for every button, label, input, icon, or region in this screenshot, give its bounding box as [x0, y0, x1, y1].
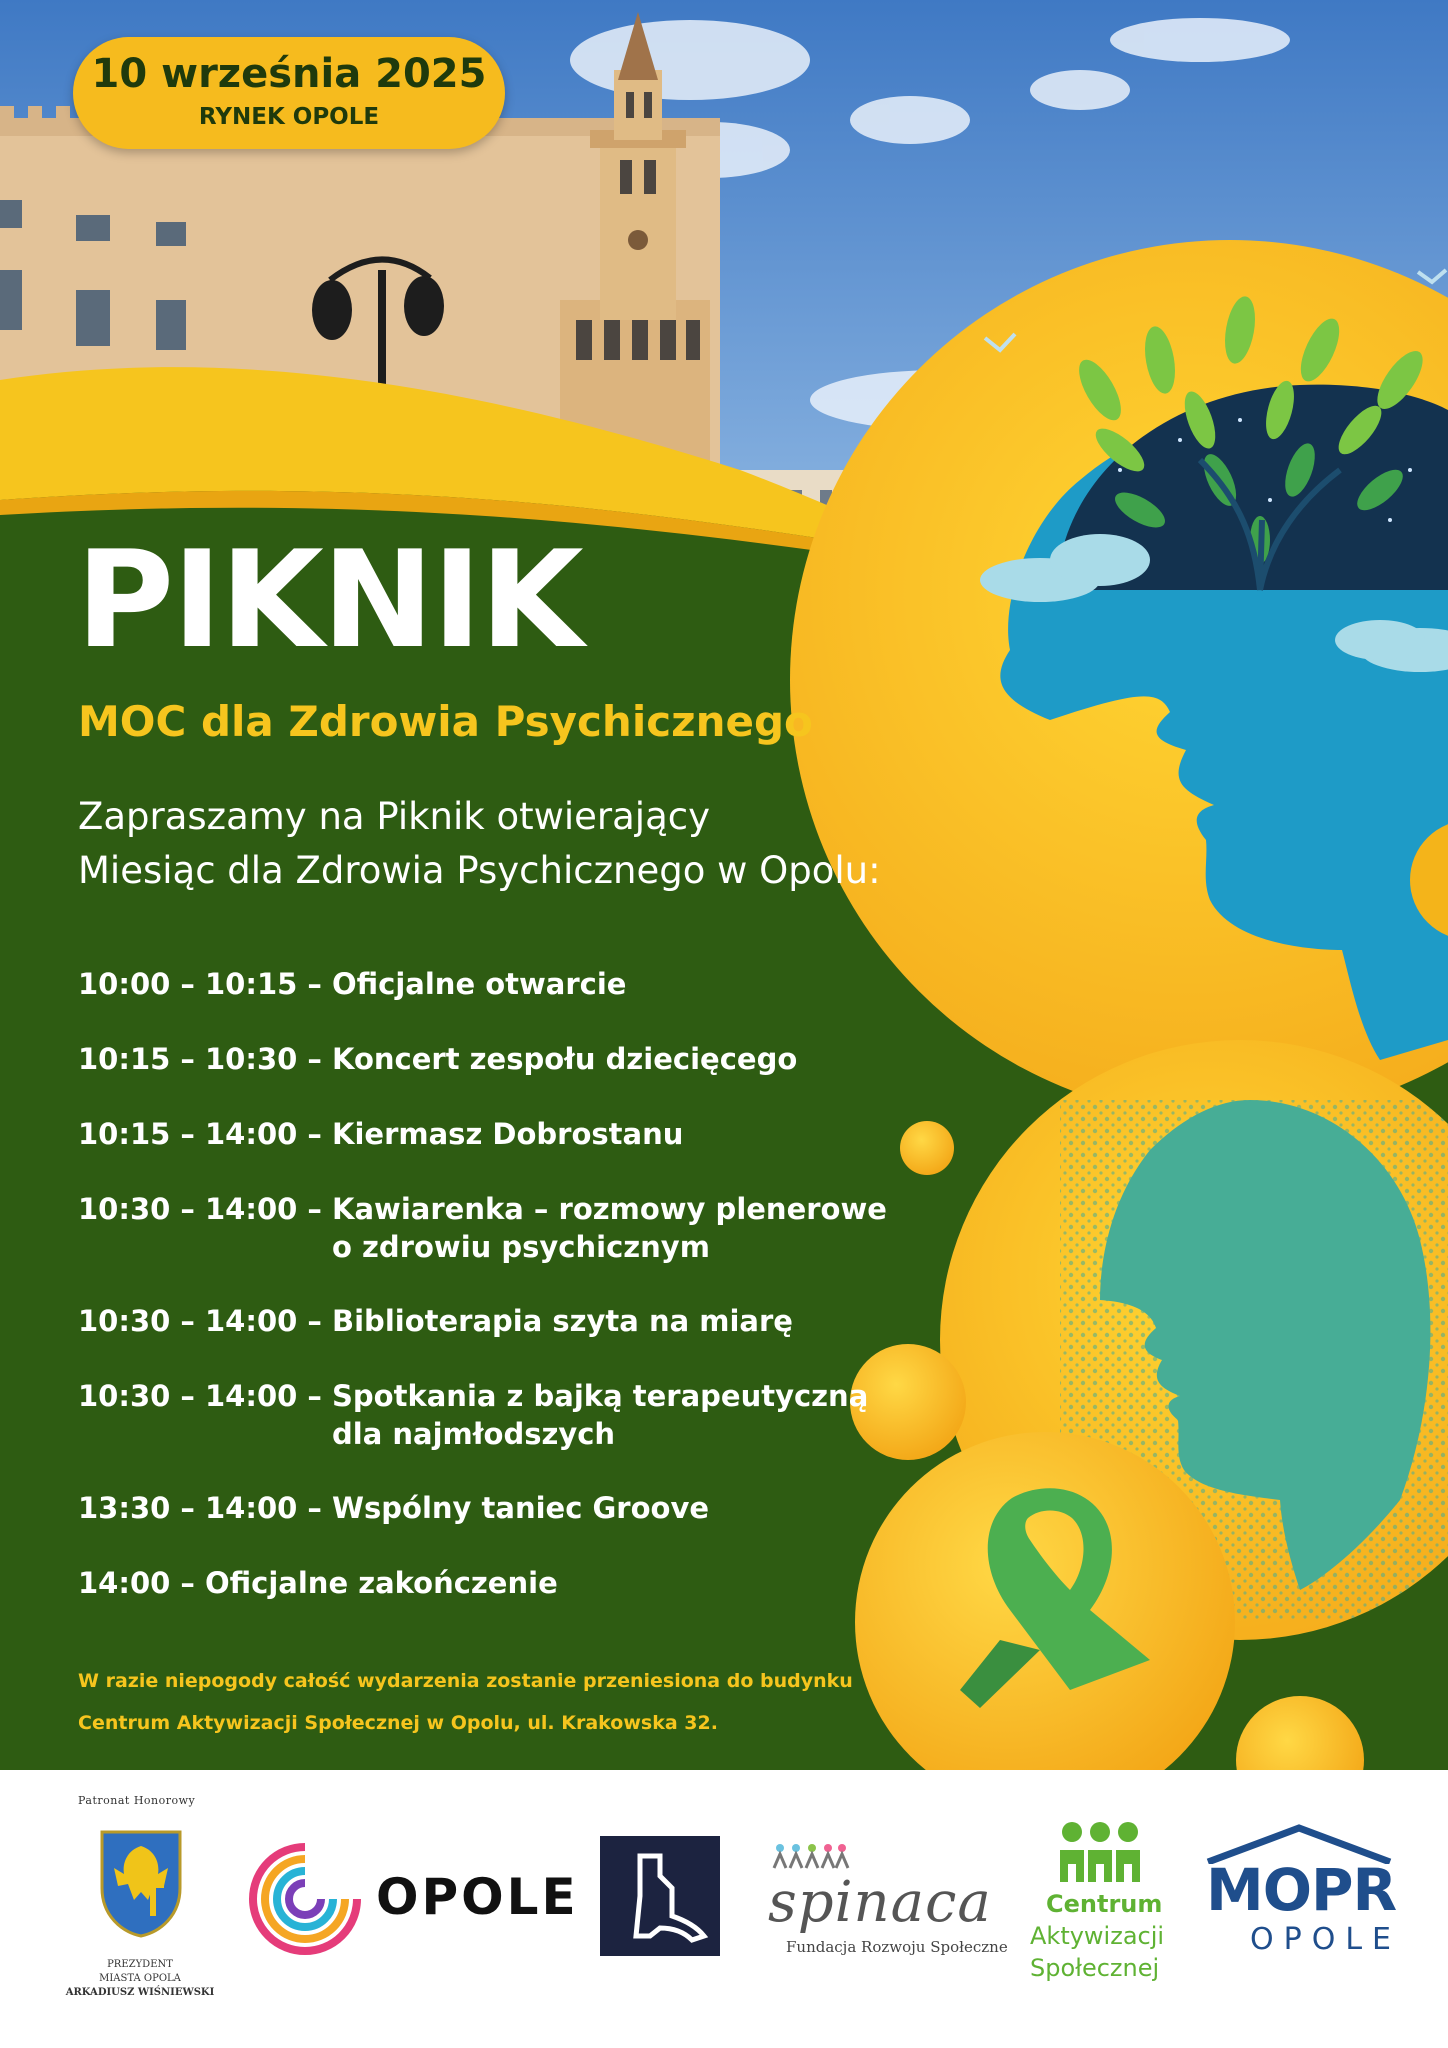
cas-line: Centrum [1046, 1890, 1163, 1918]
patronat-signature [40, 1958, 240, 2000]
schedule-time: 10:30 – 14:00 [78, 1304, 298, 1338]
schedule-time: 10:00 – 10:15 [78, 967, 298, 1001]
spinaca-subtitle: Fundacja Rozwoju Społeczne [786, 1938, 1008, 1956]
sponsor-footer [0, 1770, 1448, 2048]
note-line: W razie niepogody całość wydarzenia zostanie przeniesiona do budynku [78, 1670, 853, 1692]
schedule-label: Spotkania z bajką terapeutyczną [332, 1379, 869, 1413]
mopr-subtitle: OPOLE [1250, 1922, 1401, 1957]
schedule [78, 965, 898, 1602]
schedule-item: 10:15 – 10:30 – Koncert zespołu dziecięcego [78, 1042, 798, 1076]
schedule-time: 14:00 [78, 1566, 171, 1600]
schedule-label: dla najmłodszych [332, 1417, 616, 1451]
opole-logo-icon [246, 1840, 364, 1958]
schedule-time: 10:15 – 10:30 [78, 1042, 298, 1076]
schedule-label: Koncert zespołu dziecięcego [332, 1042, 798, 1076]
patronat-line: ARKADIUSZ WIŚNIEWSKI [65, 1987, 215, 1998]
schedule-item: 10:30 – 14:00 – Biblioterapia szyta na miarę [78, 1304, 793, 1338]
deco-circle [900, 1121, 954, 1175]
intro-line: Zapraszamy na Piknik otwierający [78, 795, 710, 838]
opole-logo-text: OPOLE [376, 1868, 579, 1926]
schedule-label: Kawiarenka – rozmowy plenerowe [332, 1192, 887, 1226]
schedule-time: 10:30 – 14:00 [78, 1192, 298, 1226]
schedule-label: Wspólny taniec Groove [332, 1491, 710, 1525]
schedule-item: 10:00 – 10:15 – Oficjalne otwarcie [78, 967, 627, 1001]
schedule-label: Biblioterapia szyta na miarę [332, 1304, 793, 1338]
note-line: Centrum Aktywizacji Społecznej w Opolu, ul. Krakowska 32. [78, 1712, 718, 1734]
date-badge [73, 37, 505, 149]
event-date: 10 września 2025 [91, 51, 487, 97]
schedule-label: Oficjalne zakończenie [205, 1566, 558, 1600]
schedule-label: o zdrowiu psychicznym [332, 1230, 710, 1264]
patronat-line: MIASTA OPOLA [99, 1973, 181, 1984]
spinaca-figures-icon [770, 1842, 850, 1872]
dark-square-logo-icon [600, 1836, 720, 1956]
mopr-logo-text: MOPR [1206, 1856, 1397, 1924]
intro-line: Miesiąc dla Zdrowia Psychicznego w Opolu: [78, 849, 881, 892]
patronat-label: Patronat Honorowy [78, 1794, 196, 1807]
cas-line: Aktywizacji [1030, 1922, 1165, 1950]
poster-subtitle: MOC dla Zdrowia Psychicznego [78, 697, 813, 746]
schedule-time: 10:30 – 14:00 [78, 1379, 298, 1413]
schedule-item: 10:30 – 14:00 – Kawiarenka – rozmowy plenerowe o zdrowiu psychicznym [78, 1192, 887, 1264]
poster-title: PIKNIK [76, 522, 582, 678]
event-place: RYNEK OPOLE [198, 104, 380, 130]
schedule-label-group [332, 1377, 868, 1453]
spinaca-logo-text: spinaca [768, 1870, 992, 1935]
schedule-item: 13:30 – 14:00 – Wspólny taniec Groove [78, 1491, 710, 1525]
schedule-time: 10:15 – 14:00 [78, 1117, 298, 1151]
cas-people-icon [1050, 1820, 1150, 1890]
schedule-item: 10:30 – 14:00 – Spotkania z bajką terapeutyczną dla najmłodszych [78, 1379, 869, 1451]
schedule-label-group [332, 1190, 887, 1266]
schedule-time: 13:30 – 14:00 [78, 1491, 298, 1525]
intro-text [78, 790, 881, 898]
schedule-label: Kiermasz Dobrostanu [332, 1117, 684, 1151]
schedule-item: 14:00 – Oficjalne zakończenie [78, 1566, 558, 1600]
schedule-label: Oficjalne otwarcie [332, 967, 627, 1001]
cas-line: Społecznej [1030, 1954, 1160, 1982]
weather-note [78, 1660, 853, 1744]
schedule-item: 10:15 – 14:00 – Kiermasz Dobrostanu [78, 1117, 684, 1151]
opole-coat-of-arms-icon [98, 1828, 184, 1938]
patronat-line: PREZYDENT [107, 1959, 173, 1970]
